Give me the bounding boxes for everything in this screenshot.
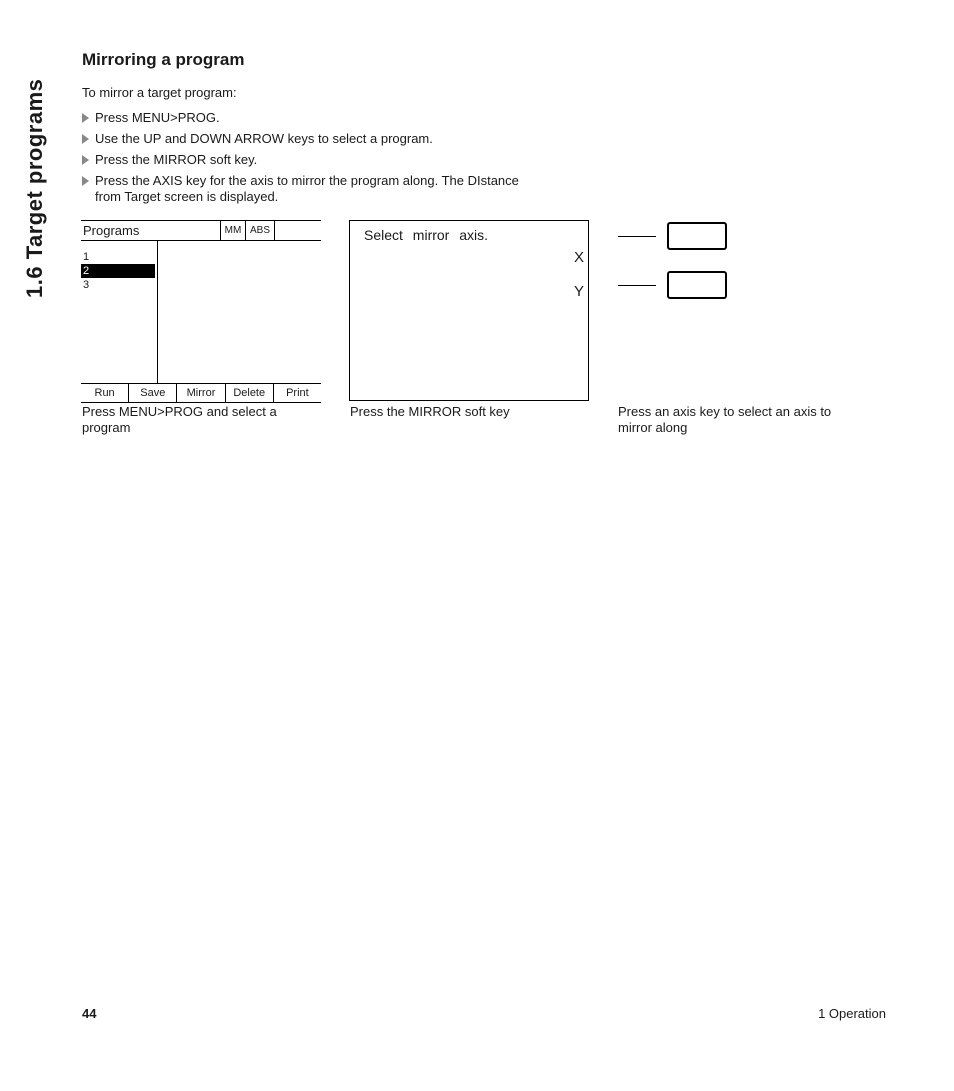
axis-key-y[interactable] xyxy=(667,271,727,299)
mirror-prompt: Select mirror axis. xyxy=(364,227,489,243)
page-number: 44 xyxy=(82,1006,97,1021)
softkey-delete[interactable]: Delete xyxy=(226,384,274,402)
step-text: Press the AXIS key for the axis to mirror the program along. The DIstance from Target screen is displayed. xyxy=(95,173,519,204)
intro-text: To mirror a target program: xyxy=(82,85,237,100)
step-item xyxy=(82,152,522,168)
softkey-run[interactable]: Run xyxy=(81,384,129,402)
side-section-title xyxy=(22,58,54,298)
softkey-save[interactable]: Save xyxy=(129,384,177,402)
axis-x-label: X xyxy=(573,249,584,266)
programs-header xyxy=(81,221,321,241)
unit-indicator: MM xyxy=(220,221,245,240)
program-item[interactable]: 1 xyxy=(83,251,90,263)
axis-key-x-leader xyxy=(618,236,656,237)
softkey-print[interactable]: Print xyxy=(286,387,309,399)
softkey-mirror[interactable]: Mirror xyxy=(177,384,225,402)
programs-title: Programs xyxy=(83,223,140,238)
step-text: Use the UP and DOWN ARROW keys to select a program. xyxy=(95,131,433,146)
program-list xyxy=(81,241,158,383)
program-item[interactable]: 3 xyxy=(83,279,90,291)
program-item-selected[interactable]: 2 xyxy=(81,264,155,278)
mirror-axis-screen xyxy=(349,220,589,401)
step-item xyxy=(82,173,522,205)
caption-mirror-screen: Press the MIRROR soft key xyxy=(350,404,510,419)
axis-key-y-leader xyxy=(618,285,656,286)
step-text: Press the MIRROR soft key. xyxy=(95,152,258,167)
step-arrow-icon xyxy=(82,134,89,144)
step-item xyxy=(82,110,522,126)
axis-y-label: Y xyxy=(573,283,584,300)
section-heading: Mirroring a program xyxy=(82,50,245,69)
programs-screen xyxy=(81,220,321,403)
footer-section: 1 Operation xyxy=(818,1006,886,1021)
caption-programs-screen: Press MENU>PROG and select a program xyxy=(82,404,277,435)
softkey-bar xyxy=(81,383,321,402)
step-arrow-icon xyxy=(82,176,89,186)
side-section-title-text: 1.6 Target programs xyxy=(22,78,47,298)
step-item xyxy=(82,131,522,147)
step-arrow-icon xyxy=(82,155,89,165)
step-list xyxy=(82,110,522,210)
step-text: Press MENU>PROG. xyxy=(95,110,220,125)
mode-indicator: ABS xyxy=(245,221,275,240)
axis-key-x[interactable] xyxy=(667,222,727,250)
step-arrow-icon xyxy=(82,113,89,123)
caption-axis-keys: Press an axis key to select an axis to mirror along xyxy=(618,404,832,435)
